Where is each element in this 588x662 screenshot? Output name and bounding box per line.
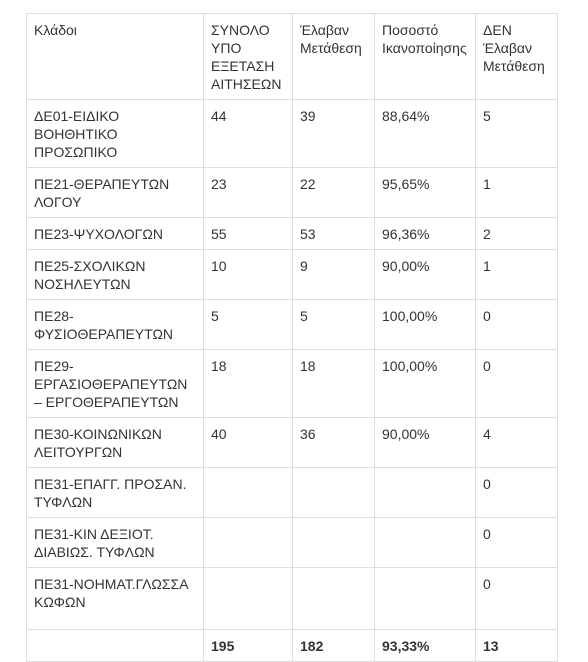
table-total-row [27, 630, 558, 662]
header-cell-branches: Κλάδοι [27, 14, 204, 100]
received-cell: 53 [293, 218, 375, 250]
branch-cell: ΠΕ31-ΝΟΗΜΑΤ.ΓΛΩΣΣΑ ΚΩΦΩΝ [27, 568, 204, 630]
table-header-row [27, 14, 558, 100]
total-received-sum: 182 [293, 630, 375, 662]
header-cell-total-applications: ΣΥΝΟΛΟ ΥΠΟ ΕΞΕΤΑΣΗ ΑΙΤΗΣΕΩΝ [204, 14, 293, 100]
header-cell-not-received-transfer: ΔΕΝ Έλαβαν Μετάθεση [476, 14, 558, 100]
rate-cell: 96,36% [375, 218, 476, 250]
total-cell: 10 [204, 250, 293, 300]
table-row [27, 250, 558, 300]
total-cell: 5 [204, 300, 293, 350]
table-row [27, 218, 558, 250]
rate-cell: 95,65% [375, 168, 476, 218]
total-cell: 40 [204, 418, 293, 468]
table-row [27, 418, 558, 468]
total-cell: 18 [204, 350, 293, 418]
table-row [27, 100, 558, 168]
table-container [26, 13, 558, 662]
received-cell [293, 518, 375, 568]
table-row [27, 168, 558, 218]
branch-cell: ΠΕ25-ΣΧΟΛΙΚΩΝ ΝΟΣΗΛΕΥΤΩΝ [27, 250, 204, 300]
total-cell: 44 [204, 100, 293, 168]
not-received-cell: 2 [476, 218, 558, 250]
branch-cell: ΠΕ23-ΨΥΧΟΛΟΓΩΝ [27, 218, 204, 250]
total-cell [204, 568, 293, 630]
rate-cell: 90,00% [375, 418, 476, 468]
received-cell: 39 [293, 100, 375, 168]
not-received-cell: 1 [476, 168, 558, 218]
total-label-cell [27, 630, 204, 662]
branch-cell: ΠΕ21-ΘΕΡΑΠΕΥΤΩΝ ΛΟΓΟΥ [27, 168, 204, 218]
not-received-cell: 0 [476, 568, 558, 630]
received-cell: 9 [293, 250, 375, 300]
total-rate: 93,33% [375, 630, 476, 662]
received-cell: 36 [293, 418, 375, 468]
not-received-cell: 0 [476, 468, 558, 518]
table-row [27, 468, 558, 518]
transfers-table [26, 13, 558, 662]
received-cell: 5 [293, 300, 375, 350]
received-cell: 22 [293, 168, 375, 218]
rate-cell: 100,00% [375, 350, 476, 418]
branch-cell: ΠΕ31-ΕΠΑΓΓ. ΠΡΟΣΑΝ. ΤΥΦΛΩΝ [27, 468, 204, 518]
branch-cell: ΠΕ31-ΚΙΝ ΔΕΞΙΟΤ. ΔΙΑΒΙΩΣ. ΤΥΦΛΩΝ [27, 518, 204, 568]
branch-cell: ΠΕ28-ΦΥΣΙΟΘΕΡΑΠΕΥΤΩΝ [27, 300, 204, 350]
total-cell: 55 [204, 218, 293, 250]
not-received-cell: 0 [476, 518, 558, 568]
rate-cell [375, 568, 476, 630]
table-row [27, 300, 558, 350]
rate-cell [375, 468, 476, 518]
total-applications-sum: 195 [204, 630, 293, 662]
header-cell-received-transfer: Έλαβαν Μετάθεση [293, 14, 375, 100]
not-received-cell: 4 [476, 418, 558, 468]
total-not-received-sum: 13 [476, 630, 558, 662]
not-received-cell: 0 [476, 300, 558, 350]
received-cell [293, 568, 375, 630]
total-cell: 23 [204, 168, 293, 218]
branch-cell: ΠΕ29-ΕΡΓΑΣΙΟΘΕΡΑΠΕΥΤΩΝ – ΕΡΓΟΘΕΡΑΠΕΥΤΩΝ [27, 350, 204, 418]
rate-cell: 90,00% [375, 250, 476, 300]
header-cell-satisfaction-rate: Ποσοστό Ικανοποίησης [375, 14, 476, 100]
rate-cell: 100,00% [375, 300, 476, 350]
total-cell [204, 518, 293, 568]
not-received-cell: 1 [476, 250, 558, 300]
total-cell [204, 468, 293, 518]
table-row [27, 518, 558, 568]
table-row [27, 568, 558, 630]
not-received-cell: 0 [476, 350, 558, 418]
not-received-cell: 5 [476, 100, 558, 168]
rate-cell [375, 518, 476, 568]
table-row [27, 350, 558, 418]
rate-cell: 88,64% [375, 100, 476, 168]
received-cell [293, 468, 375, 518]
branch-cell: ΔΕ01-ΕΙΔΙΚΟ ΒΟΗΘΗΤΙΚΟ ΠΡΟΣΩΠΙΚΟ [27, 100, 204, 168]
received-cell: 18 [293, 350, 375, 418]
branch-cell: ΠΕ30-ΚΟΙΝΩΝΙΚΩΝ ΛΕΙΤΟΥΡΓΩΝ [27, 418, 204, 468]
